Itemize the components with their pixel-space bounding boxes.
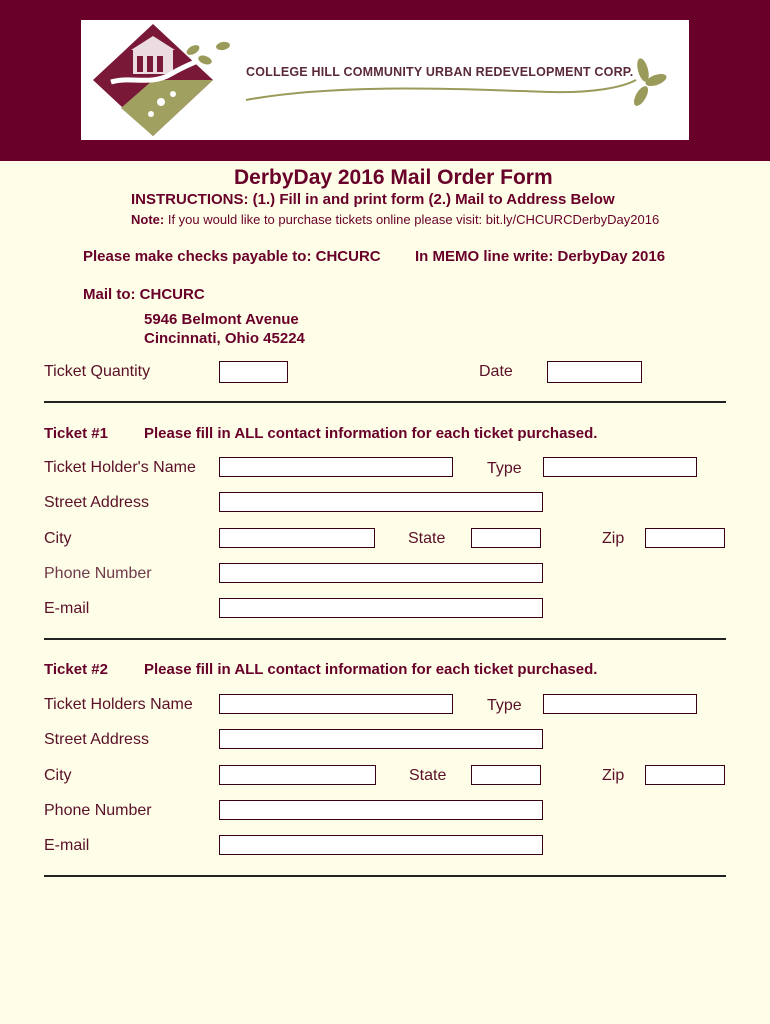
ticket-2-instruction: Please fill in ALL contact information for each ticket purchased. (144, 661, 598, 678)
organization-logo (81, 20, 689, 140)
ticket-1-street-label: Street Address (44, 494, 149, 511)
ticket-2-type-field[interactable] (543, 694, 697, 714)
ticket-1-street-field[interactable] (219, 492, 543, 512)
ticket-2-phone-label: Phone Number (44, 802, 152, 819)
ticket-2-zip-label: Zip (602, 767, 625, 784)
swoosh-line (246, 80, 636, 100)
ticket-1-email-label: E-mail (44, 600, 90, 617)
ticket-2-email-field[interactable] (219, 835, 543, 855)
ticket-1-phone-field[interactable] (219, 563, 543, 583)
ticket-2-city-field[interactable] (219, 765, 376, 785)
emblem-icon (93, 24, 231, 136)
payable-to: Please make checks payable to: CHCURC (83, 248, 381, 265)
ticket-2-city-label: City (44, 767, 72, 784)
instructions: INSTRUCTIONS: (1.) Fill in and print form (2.) Mail to Address Below (131, 191, 615, 208)
memo-instruction: In MEMO line write: DerbyDay 2016 (415, 248, 666, 265)
ticket-2-state-field[interactable] (471, 765, 541, 785)
address-line-2: Cincinnati, Ohio 45224 (144, 330, 305, 347)
mail-to: Mail to: CHCURC (83, 286, 205, 303)
ticket-2-heading: Ticket #2 (44, 661, 108, 678)
ticket-2-street-field[interactable] (219, 729, 543, 749)
ticket-2-zip-field[interactable] (645, 765, 725, 785)
ticket-1-phone-label: Phone Number (44, 565, 152, 582)
ticket-1-state-field[interactable] (471, 528, 541, 548)
ticket-1-type-field[interactable] (543, 457, 697, 477)
ticket-2-state-label: State (409, 767, 447, 784)
ticket-1-name-label: Ticket Holder's Name (44, 459, 196, 476)
ticket-1-city-label: City (44, 530, 72, 547)
address-line-1: 5946 Belmont Avenue (144, 311, 299, 328)
date-label: Date (479, 363, 513, 380)
ticket-quantity-field[interactable] (219, 361, 288, 383)
section-divider (44, 875, 726, 877)
ticket-2-phone-field[interactable] (219, 800, 543, 820)
ticket-1-name-field[interactable] (219, 457, 453, 477)
ticket-1-email-field[interactable] (219, 598, 543, 618)
note-label: Note: (131, 212, 165, 227)
ticket-2-name-field[interactable] (219, 694, 453, 714)
organization-name: COLLEGE HILL COMMUNITY URBAN REDEVELOPMENT CORP. (246, 65, 634, 79)
ticket-1-zip-field[interactable] (645, 528, 725, 548)
section-divider (44, 401, 726, 403)
ticket-1-zip-label: Zip (602, 530, 625, 547)
ticket-2-street-label: Street Address (44, 731, 149, 748)
logo-card (81, 20, 689, 140)
ticket-quantity-label: Ticket Quantity (44, 363, 151, 380)
date-field[interactable] (547, 361, 642, 383)
section-divider (44, 638, 726, 640)
ticket-2-type-label: Type (487, 697, 522, 714)
leaf-icon (631, 57, 668, 108)
ticket-1-instruction: Please fill in ALL contact information for each ticket purchased. (144, 425, 598, 442)
page-title: DerbyDay 2016 Mail Order Form (234, 166, 553, 189)
ticket-1-city-field[interactable] (219, 528, 375, 548)
online-note (131, 212, 659, 227)
ticket-2-email-label: E-mail (44, 837, 90, 854)
ticket-1-type-label: Type (487, 460, 522, 477)
ticket-1-state-label: State (408, 530, 446, 547)
ticket-1-heading: Ticket #1 (44, 425, 108, 442)
note-text: If you would like to purchase tickets online please visit: bit.ly/CHCURCDerbyDay2016 (167, 212, 660, 227)
ticket-2-name-label: Ticket Holders Name (44, 696, 193, 713)
